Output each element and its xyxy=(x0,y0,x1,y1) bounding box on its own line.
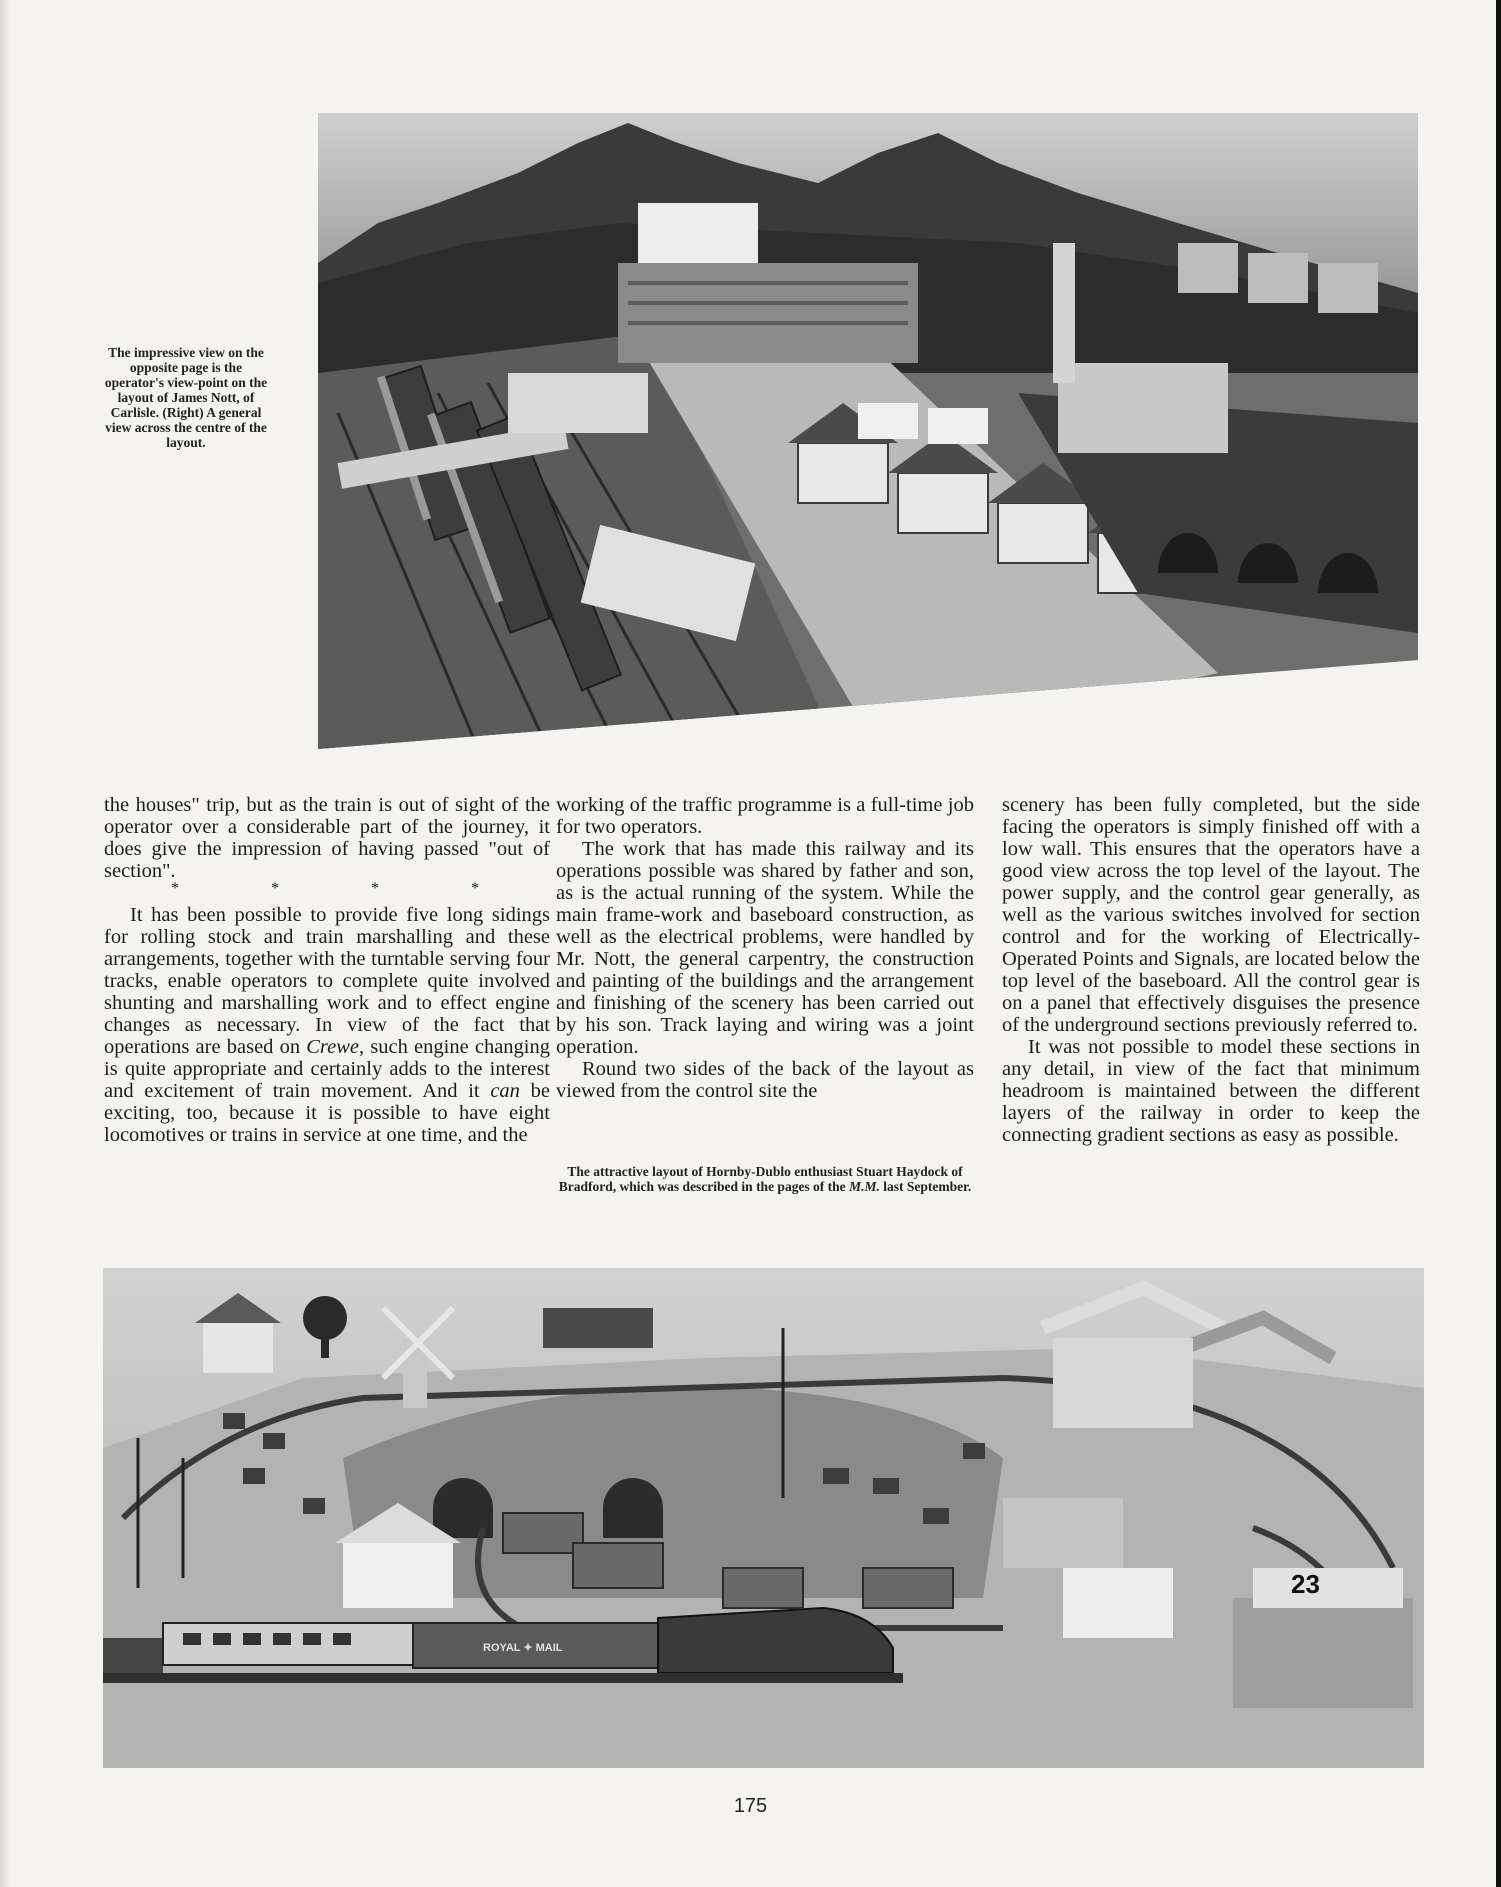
photo-station-layout xyxy=(318,113,1418,749)
page-edge-border xyxy=(1496,0,1501,1887)
page-edge-shadow xyxy=(0,0,10,1887)
photo-caption-top: The impressive view on the opposite page is the operator's view-point on the layout of James Nott, of Carlisle. (Right) A general view across the centre of the layout. xyxy=(104,345,268,450)
paragraph: working of the traffic programme is a full-time job for two operators. xyxy=(556,794,974,838)
paragraph: the houses" trip, but as the train is out of sight of the operator over a considerable part of the journey, it does give the impression of having passed "out of section". xyxy=(104,794,550,882)
text-column-1 xyxy=(104,794,550,1146)
photo-caption-bottom: The attractive layout of Hornby-Dublo enthusiast Stuart Haydock of Bradford, which was described in the pages of the M.M. last September. xyxy=(558,1164,972,1194)
paragraph: The work that has made this railway and its operations possible was shared by father and son, as is the actual running of the system. While the main frame-work and baseboard construction, as well as the electrical problems, were handled by Mr. Nott, the general carpentry, the construction and painting of the buildings and the arrangement and finishing of the scenery has been carried out by his son. Track laying and wiring was a joint operation. xyxy=(556,838,974,1058)
paragraph: Round two sides of the back of the layout as viewed from the control site the xyxy=(556,1058,974,1102)
paragraph: It was not possible to model these sections in any detail, in view of the fact that minimum headroom is maintained between the different layers of the railway in order to keep the connecting gradient sections as easy as possible. xyxy=(1002,1036,1420,1146)
coach-lettering: ROYAL ✦ MAIL xyxy=(483,1642,563,1654)
paragraph: It has been possible to provide five long sidings for rolling stock and train marshalling and these arrangements, together with the turntable serving four tracks, enable operators to complete quite involved shunting and marshalling work and to effect engine changes as necessary. In view of the fact that operations are based on Crewe, such engine changing is quite appropriate and certainly adds to the interest and excitement of train movement. And it can be exciting, too, because it is possible to have eight locomotives or trains in service at one time, and the xyxy=(104,904,550,1146)
section-separator: * * * * xyxy=(171,880,523,897)
text-column-2 xyxy=(556,794,974,1102)
text-column-3 xyxy=(1002,794,1420,1146)
paragraph: scenery has been fully completed, but the side facing the operators is simply finished off with a low wall. This ensures that the operators have a good view across the top level of the layout. The power supply, and the control gear generally, as well as the various switches involved for section control and for the working of Electrically-Operated Points and Signals, are located below the top level of the baseboard. All the control gear is on a panel that effectively disguises the presence of the underground sections previously referred to. xyxy=(1002,794,1420,1036)
page-number: 175 xyxy=(733,1795,768,1817)
signal-number-label: 23 xyxy=(1291,1569,1320,1599)
photo-hornby-dublo-layout xyxy=(103,1268,1424,1768)
